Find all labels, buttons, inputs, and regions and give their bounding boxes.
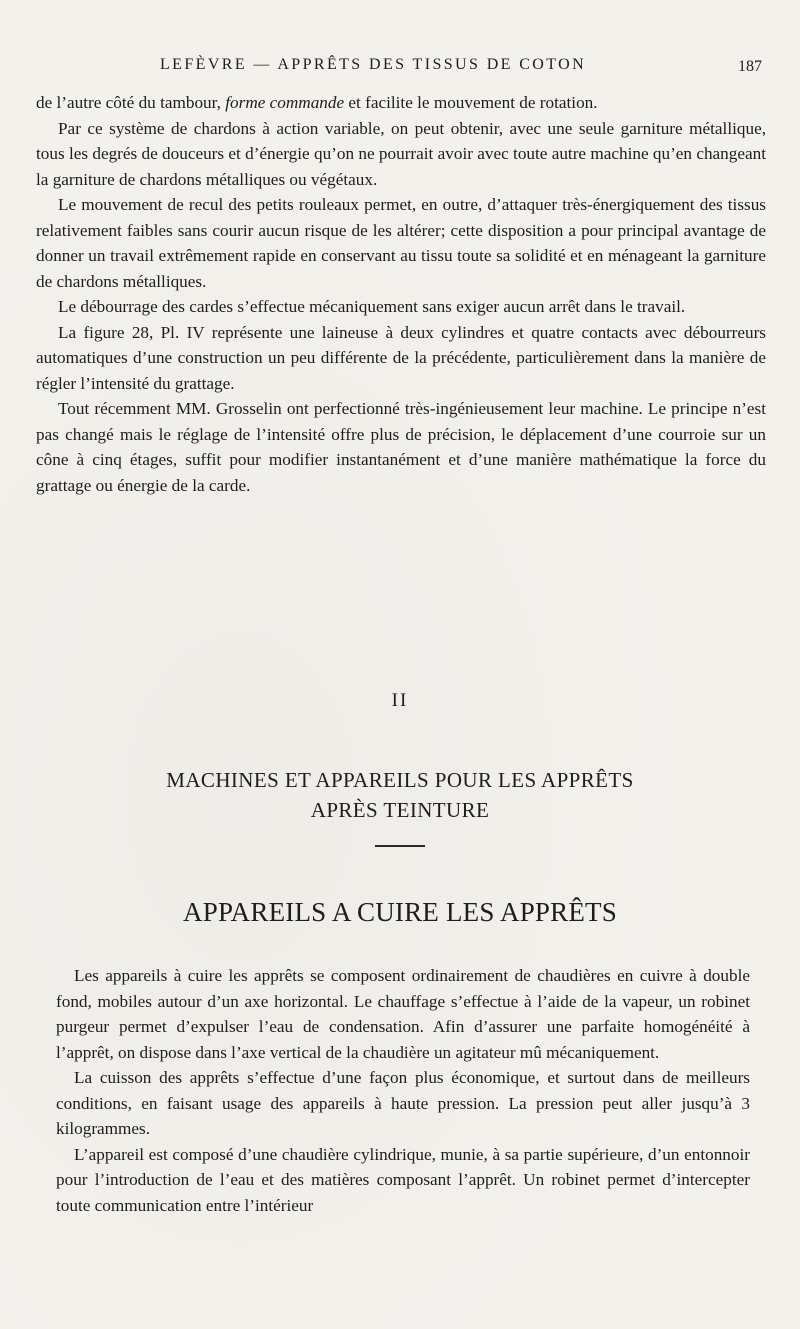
chapter-heading-line-2: APRÈS TEINTURE [310,798,490,822]
paragraph: La figure 28, Pl. IV représente une laineuse à deux cylindres et quatre contacts avec débourreurs automatiques d’une construction un peu différente de la précédente, particulièrement dans la manière de régler l’intensité du grattage. [36,322,766,393]
paragraph: Les appareils à cuire les apprêts se composent ordinairement de chaudières en cuivre à double fond, mobiles autour d’un axe horizontal. Le chauffage s’effectue à l’aide de la vapeur, un robinet purgeur permet d’expulser l’eau de condensation. Afin d’assurer une parfaite homogénéité à l’apprêt, on dispose dans l’axe vertical de la chaudière un agitateur mû mécaniquement. [56,966,750,1062]
paragraph-continuation [36,90,766,116]
paragraph-text-end: et facilite le mouvement de rotation. [344,93,598,112]
paragraph-text-start: de l’autre côté du tambour, [36,93,226,112]
chapter-heading-line-1: MACHINES ET APPAREILS POUR LES APPRÊTS [166,768,634,792]
part-number: II [391,690,409,711]
paragraph: Le débourrage des cardes s’effectue mécaniquement sans exiger aucun arrêt dans le travail. [58,297,686,316]
paragraph: La cuisson des apprêts s’effectue d’une façon plus économique, et surtout dans de meilleurs conditions, en faisant usage des appareils à haute pression. La pression peut aller jusqu’à 3 kilogrammes. [56,1068,750,1138]
chapter-heading [0,765,800,825]
italic-term: forme commande [225,93,345,112]
page-number: 187 [738,58,762,75]
section-heading: APPAREILS A CUIRE LES APPRÊTS [183,897,617,927]
paragraph: Le mouvement de recul des petits rouleaux permet, en outre, d’attaquer très-énergiquement des tissus relativement faibles sans courir aucun risque de les altérer; cette disposition a pour principal avantage de donner un travail extrêmement rapide en conservant au tissu toute sa solidité et en ménageant la garniture de chardons métalliques. [36,195,766,291]
running-header [56,50,764,84]
text-block-bottom [56,963,750,1218]
paragraph: Par ce système de chardons à action variable, on peut obtenir, avec une seule garniture métallique, tous les degrés de douceurs et d’énergie qu’on ne pourrait avoir avec toute autre machine qu’en changeant la garniture de chardons métalliques ou végétaux. [36,118,766,189]
heading-divider [375,845,425,847]
text-block-top [36,90,766,498]
paragraph: L’appareil est composé d’une chaudière cylindrique, munie, à sa partie supérieure, d’un entonnoir pour l’introduction de l’eau et des matières composant l’apprêt. Un robinet permet d’intercepter toute communication entre l’intérieur [56,1144,750,1215]
paragraph: Tout récemment MM. Grosselin ont perfectionné très-ingénieusement leur machine. Le principe n’est pas changé mais le réglage de l’intensité offre plus de précision, le déplacement d’une courroie sur un cône à cinq étages, suffit pour modifier instantanément et d’une manière mathématique la force du grattage ou énergie de la carde. [36,399,766,495]
running-title: LEFÈVRE — APPRÊTS DES TISSUS DE COTON [160,56,587,73]
